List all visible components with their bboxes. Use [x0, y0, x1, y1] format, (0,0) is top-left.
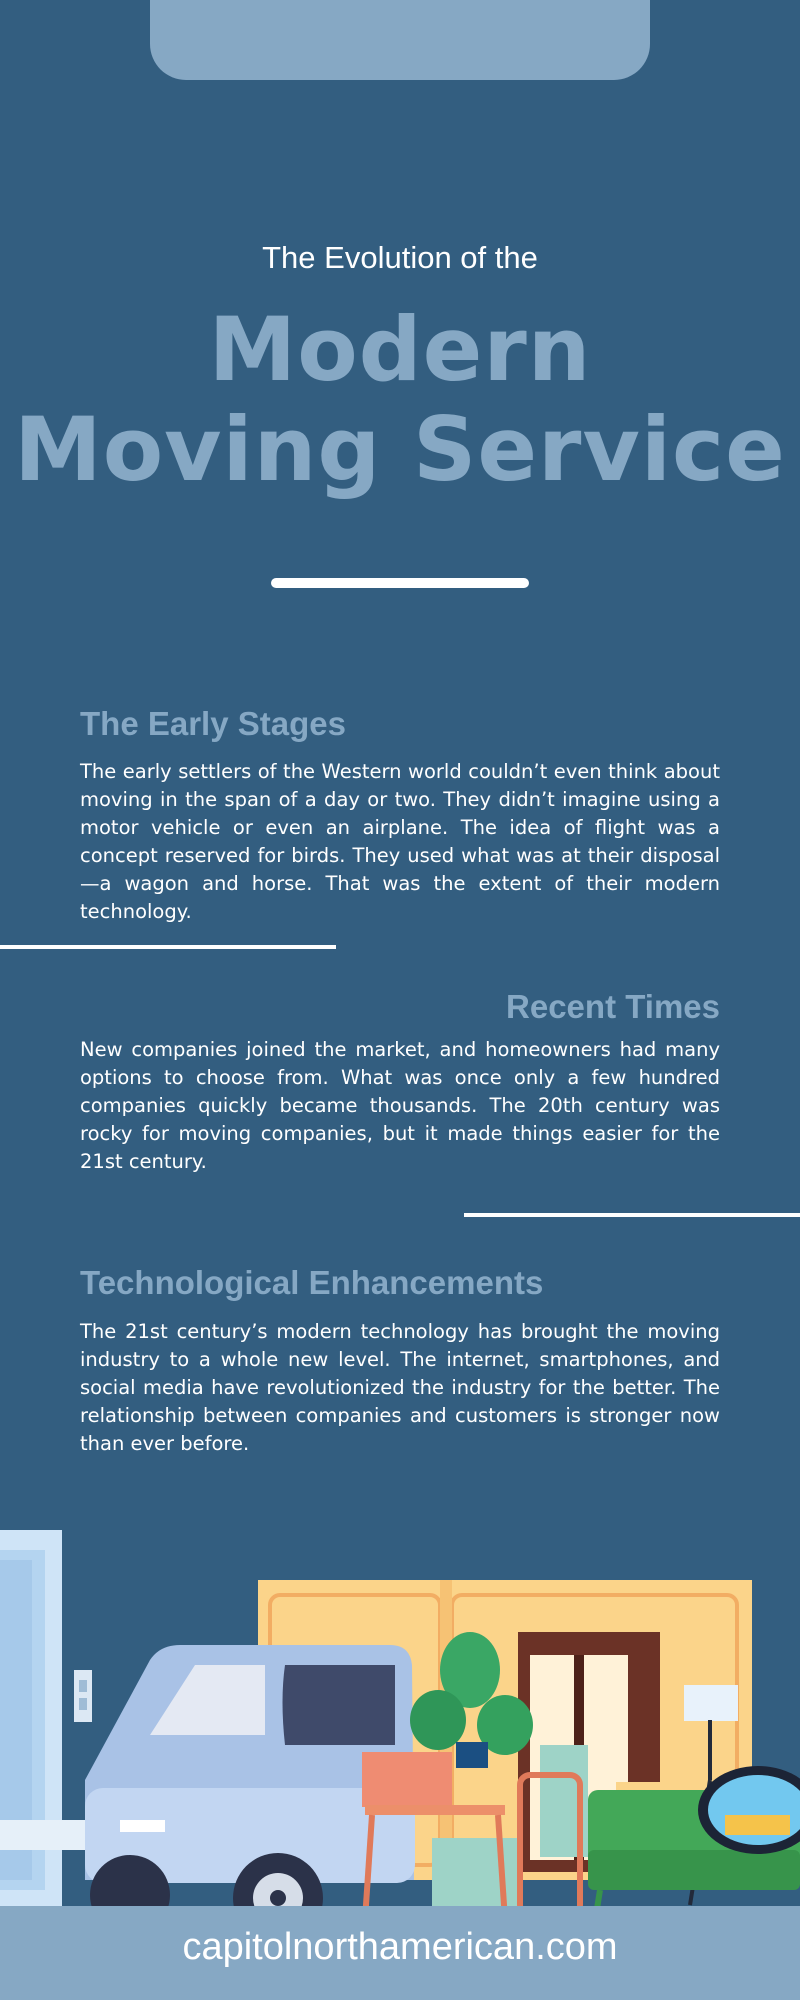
- section-title-technological-enhancements: Technological Enhancements: [80, 1264, 544, 1301]
- section-body-technological-enhancements: The 21st century’s modern technology has brought the moving industry to a whole new level. The internet, smartphones, and social media have revolutionized the industry for the better. The relationship between companies and customers is stronger now than ever before.: [80, 1320, 720, 1455]
- title-underline: [271, 578, 529, 588]
- footer-bar: [0, 1906, 800, 2000]
- section-body-recent-times: New companies joined the market, and homeowners had many options to choose from. What was once only a few hundred companies quickly became thousands. The 20th century was rocky for moving companies, but it made things easier for the 21st century.: [80, 1038, 720, 1173]
- house-door-icon: [0, 1530, 92, 1916]
- section-body-early-stages: The early settlers of the Western world couldn’t even think about moving in the span of a day or two. They didn’t imagine using a motor vehicle or even an airplane. The idea of flight was a concept reserved for birds. They used what was at their disposal—a wagon and horse. That was the extent of their modern technology.: [80, 760, 720, 923]
- page-title-line-1: Modern: [208, 298, 592, 401]
- page-title-line-2: Moving Service: [14, 398, 786, 501]
- kicker-text: The Evolution of the: [262, 240, 538, 275]
- page-title: [0, 300, 800, 500]
- section-title-recent-times: Recent Times: [506, 988, 720, 1025]
- section-title-early-stages: The Early Stages: [80, 705, 346, 742]
- top-tab-decoration: [150, 0, 650, 80]
- moving-truck-illustration: [0, 1520, 800, 1920]
- section-divider-right: [464, 1213, 800, 1217]
- section-divider-left: [0, 945, 336, 949]
- footer-website-link[interactable]: capitolnorthamerican.com: [182, 1926, 618, 1968]
